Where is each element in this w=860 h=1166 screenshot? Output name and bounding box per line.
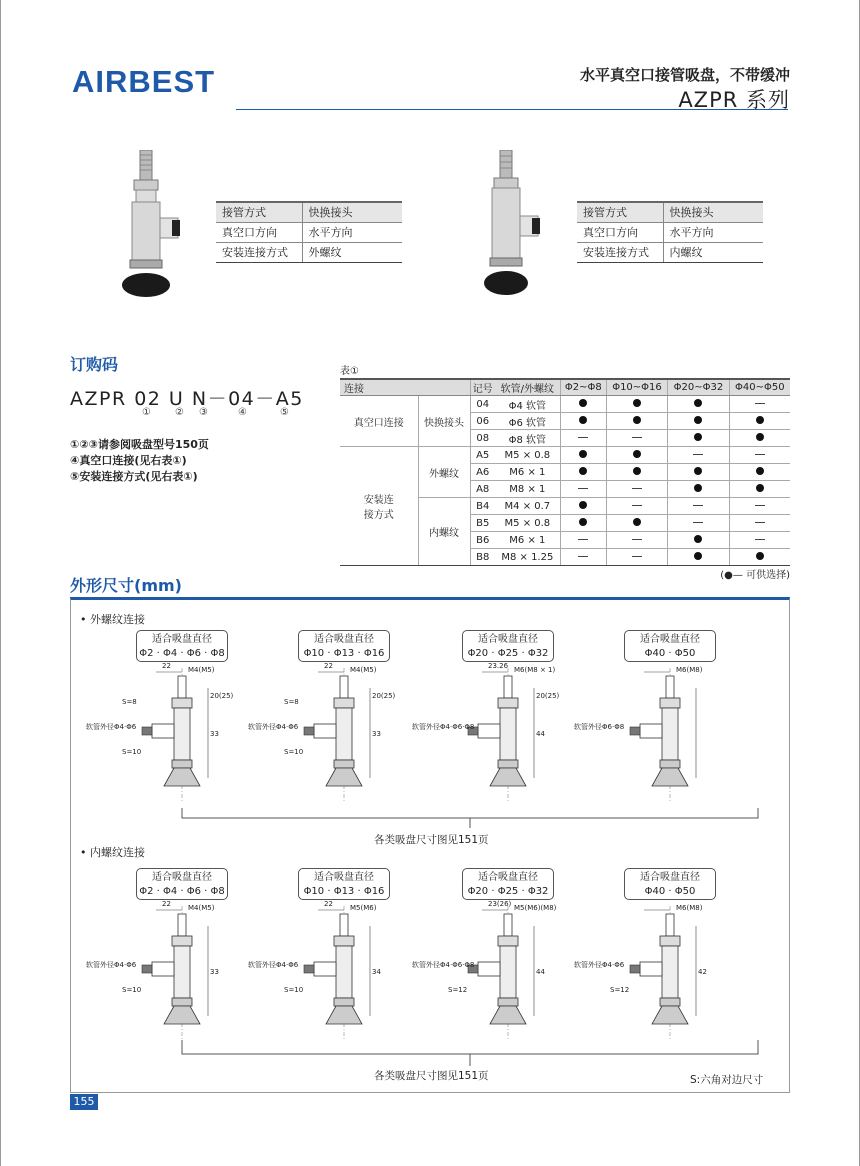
- inner-dimension-drawing-4: [574, 906, 734, 1046]
- spec-cell: M5 × 0.8: [495, 447, 560, 464]
- code-cell: 08: [470, 430, 495, 447]
- spec-cell: Φ8 软管: [495, 430, 560, 447]
- hose-label: 软管外径Φ4·Φ6·Φ8: [412, 961, 475, 969]
- order-note-1: ①②③请参阅吸盘型号150页: [70, 438, 209, 451]
- hex-size-label: S=12: [610, 986, 630, 994]
- outer-diameter-box-3: 适合吸盘直径 Φ20 · Φ25 · Φ32: [462, 630, 554, 662]
- hex-size-label-2: S=8: [122, 698, 137, 706]
- hex-size-note: S:六角对边尺寸: [690, 1074, 764, 1086]
- unavailable-dash: [578, 437, 588, 438]
- inner-thread-heading: • 内螺纹连接: [80, 846, 145, 859]
- outer-thread-label: 外螺纹: [418, 447, 470, 498]
- unavailable-dash: [632, 505, 642, 506]
- table-header: 软管/外螺纹: [495, 379, 560, 396]
- unavailable-dash: [693, 522, 703, 523]
- inner-dimension-drawing-2: [248, 900, 408, 1046]
- available-dot: [694, 484, 702, 492]
- table-header: Φ2~Φ8: [560, 379, 606, 396]
- group-sublabel: 快换接头: [418, 396, 470, 447]
- available-dot: [633, 467, 641, 475]
- available-dot: [633, 450, 641, 458]
- outer-dimension-drawing-1: [86, 662, 246, 808]
- legend-note: (●— 可供选择): [720, 570, 790, 581]
- thread-label: M5(M6)(M8): [514, 904, 557, 912]
- order-marker-2: ②: [175, 407, 184, 418]
- product-image-female-thread: [472, 150, 542, 300]
- available-dot: [694, 535, 702, 543]
- outer-dimension-drawing-3: [412, 662, 572, 808]
- unavailable-dash: [578, 488, 588, 489]
- outer-diameter-box-4: 适合吸盘直径 Φ40 · Φ50: [624, 630, 716, 662]
- inner-diameter-box-2: 适合吸盘直径 Φ10 · Φ13 · Φ16: [298, 868, 390, 900]
- order-marker-3: ③: [199, 407, 208, 418]
- available-dot: [579, 518, 587, 526]
- hex-size-label: S=10: [284, 986, 304, 994]
- available-dot: [756, 416, 764, 424]
- brand-logo: AIRBEST: [72, 64, 216, 99]
- table-header: Φ40~Φ50: [729, 379, 790, 396]
- code-cell: 06: [470, 413, 495, 430]
- height-dimension-2: 33: [210, 730, 219, 738]
- spec-cell: Φ4 软管: [495, 396, 560, 413]
- unavailable-dash: [632, 437, 642, 438]
- width-dimension: 22: [162, 662, 171, 670]
- height-dimension-2: 33: [210, 968, 219, 976]
- spec-cell: M6 × 1: [495, 464, 560, 481]
- spec-cell: M6 × 1: [495, 532, 560, 549]
- code-cell: A8: [470, 481, 495, 498]
- order-marker-4: ④: [238, 407, 247, 418]
- thread-label: M6(M8 × 1): [514, 666, 556, 674]
- table-header: 连接: [340, 379, 470, 396]
- width-dimension: 23.26: [488, 662, 509, 670]
- available-dot: [579, 450, 587, 458]
- outer-reference-note: 各类吸盘尺寸图见151页: [374, 834, 489, 846]
- available-dot: [756, 552, 764, 560]
- spec-cell: M4 × 0.7: [495, 498, 560, 515]
- hose-label: 软管外径Φ6·Φ8: [574, 723, 625, 731]
- height-dimension-1: 20(25): [536, 692, 560, 700]
- series-title: AZPR 系列: [678, 88, 790, 112]
- unavailable-dash: [632, 539, 642, 540]
- unavailable-dash: [578, 556, 588, 557]
- code-cell: B6: [470, 532, 495, 549]
- width-dimension: 23(26): [488, 900, 512, 908]
- code-cell: 04: [470, 396, 495, 413]
- table-row: [340, 396, 790, 413]
- unavailable-dash: [693, 505, 703, 506]
- available-dot: [694, 416, 702, 424]
- spec-cell: M8 × 1: [495, 481, 560, 498]
- hex-size-label: S=10: [122, 748, 142, 756]
- unavailable-dash: [693, 454, 703, 455]
- table-header: Φ20~Φ32: [668, 379, 729, 396]
- height-dimension-1: 20(25): [372, 692, 396, 700]
- available-dot: [694, 399, 702, 407]
- unavailable-dash: [755, 539, 765, 540]
- outer-dimension-drawing-4: [574, 668, 734, 808]
- connection-code-table: [340, 378, 790, 566]
- available-dot: [694, 552, 702, 560]
- order-marker-5: ⑤: [280, 407, 289, 418]
- table-header: 记号: [470, 379, 495, 396]
- spec-table-female: 接管方式 快换接头 真空口方向 水平方向 安装连接方式 内螺纹: [577, 201, 763, 263]
- hex-size-label: S=12: [448, 986, 468, 994]
- hose-label: 软管外径Φ4·Φ6: [86, 723, 137, 731]
- height-dimension-2: 33: [372, 730, 381, 738]
- inner-dimension-drawing-1: [86, 900, 246, 1046]
- unavailable-dash: [632, 556, 642, 557]
- thread-label: M4(M5): [350, 666, 377, 674]
- spec-cell: Φ6 软管: [495, 413, 560, 430]
- group-label: 安装连 接方式: [340, 447, 418, 566]
- order-section-title: 订购码: [70, 355, 119, 374]
- unavailable-dash: [755, 505, 765, 506]
- height-dimension-2: 34: [372, 968, 381, 976]
- hose-label: 软管外径Φ4·Φ6: [248, 961, 299, 969]
- unavailable-dash: [755, 522, 765, 523]
- thread-label: M4(M5): [188, 666, 215, 674]
- available-dot: [579, 501, 587, 509]
- code-cell: A6: [470, 464, 495, 481]
- width-dimension: 22: [162, 900, 171, 908]
- inner-diameter-box-4: 适合吸盘直径 Φ40 · Φ50: [624, 868, 716, 900]
- unavailable-dash: [755, 403, 765, 404]
- spec-table-male: 接管方式 快换接头 真空口方向 水平方向 安装连接方式 外螺纹: [216, 201, 402, 263]
- available-dot: [633, 399, 641, 407]
- available-dot: [756, 467, 764, 475]
- order-note-2: ④真空口连接(见右表①): [70, 454, 187, 467]
- hex-size-label: S=10: [284, 748, 304, 756]
- available-dot: [694, 433, 702, 441]
- code-cell: A5: [470, 447, 495, 464]
- available-dot: [633, 416, 641, 424]
- spec-cell: M5 × 0.8: [495, 515, 560, 532]
- thread-label: M4(M5): [188, 904, 215, 912]
- table1-caption: 表①: [340, 366, 359, 377]
- available-dot: [756, 484, 764, 492]
- group-label: 真空口连接: [340, 396, 418, 447]
- inner-bracket: [180, 1040, 760, 1066]
- outer-bracket: [180, 808, 760, 828]
- available-dot: [756, 433, 764, 441]
- height-dimension-2: 44: [536, 968, 545, 976]
- outer-dimension-drawing-2: [248, 662, 408, 808]
- page-number: 155: [70, 1094, 98, 1110]
- code-cell: B5: [470, 515, 495, 532]
- available-dot: [694, 467, 702, 475]
- thread-label: M5(M6): [350, 904, 377, 912]
- spec-cell: M8 × 1.25: [495, 549, 560, 566]
- product-image-male-thread: [112, 150, 182, 300]
- thread-label: M6(M8): [676, 904, 703, 912]
- width-dimension: 22: [324, 662, 333, 670]
- inner-reference-note: 各类吸盘尺寸图见151页: [374, 1070, 489, 1082]
- thread-label: M6(M8): [676, 666, 703, 674]
- inner-diameter-box-3: 适合吸盘直径 Φ20 · Φ25 · Φ32: [462, 868, 554, 900]
- order-marker-1: ①: [142, 407, 151, 418]
- unavailable-dash: [578, 539, 588, 540]
- order-note-3: ⑤安装连接方式(见右表①): [70, 470, 198, 483]
- table-row: [340, 447, 790, 464]
- outer-diameter-box-1: 适合吸盘直径 Φ2 · Φ4 · Φ6 · Φ8: [136, 630, 228, 662]
- outer-diameter-box-2: 适合吸盘直径 Φ10 · Φ13 · Φ16: [298, 630, 390, 662]
- hex-size-label-2: S=8: [284, 698, 299, 706]
- hose-label: 软管外径Φ4·Φ6·Φ8: [412, 723, 475, 731]
- hex-size-label: S=10: [122, 986, 142, 994]
- inner-diameter-box-1: 适合吸盘直径 Φ2 · Φ4 · Φ6 · Φ8: [136, 868, 228, 900]
- hose-label: 软管外径Φ4·Φ6: [86, 961, 137, 969]
- width-dimension: 22: [324, 900, 333, 908]
- inner-dimension-drawing-3: [412, 900, 572, 1046]
- outer-thread-heading: • 外螺纹连接: [80, 613, 145, 626]
- hose-label: 软管外径Φ4·Φ6: [574, 961, 625, 969]
- available-dot: [579, 467, 587, 475]
- height-dimension-1: 20(25): [210, 692, 234, 700]
- page-title: 水平真空口接管吸盘，不带缓冲: [579, 66, 790, 84]
- code-cell: B8: [470, 549, 495, 566]
- code-cell: B4: [470, 498, 495, 515]
- order-code-example: AZPR 02 U N－04－A5: [70, 388, 304, 410]
- available-dot: [579, 399, 587, 407]
- unavailable-dash: [632, 488, 642, 489]
- available-dot: [633, 518, 641, 526]
- table-header: Φ10~Φ16: [606, 379, 667, 396]
- height-dimension-2: 42: [698, 968, 707, 976]
- inner-thread-label: 内螺纹: [418, 498, 470, 566]
- unavailable-dash: [755, 454, 765, 455]
- hose-label: 软管外径Φ4·Φ6: [248, 723, 299, 731]
- dimensions-section-title: 外形尺寸(mm): [70, 576, 182, 595]
- available-dot: [579, 416, 587, 424]
- height-dimension-2: 44: [536, 730, 545, 738]
